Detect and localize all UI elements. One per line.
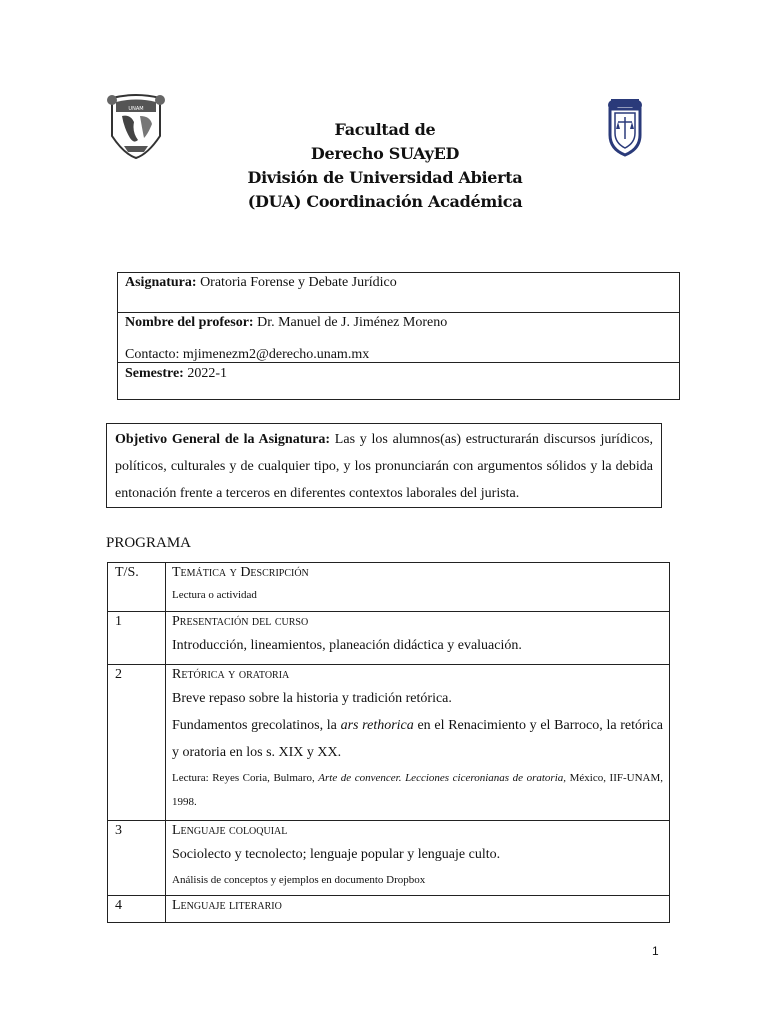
header-tematica-title: Temática y Descripción <box>172 565 309 580</box>
row-2-text2: Fundamentos grecolatinos, la ars rethorica en el Renacimiento y el Barroco, la retórica y oratoria en los s. XIX y XX. <box>172 718 663 760</box>
objetivo-box <box>106 423 662 508</box>
row-3-desc <box>166 821 670 896</box>
row-2-lectura: Lectura: Reyes Coria, Bulmaro, Arte de convencer. Lecciones ciceronianas de oratoria, México, IIF-UNAM, 1998. <box>172 772 663 808</box>
derecho-shield-logo <box>605 97 645 157</box>
document-title <box>160 118 610 214</box>
row-2-num: 2 <box>108 665 166 821</box>
row-4-desc <box>166 896 670 923</box>
programa-heading: PROGRAMA <box>106 535 192 551</box>
header-tematica <box>166 563 670 612</box>
svg-text:UNAM: UNAM <box>128 106 144 112</box>
table-row <box>108 821 670 896</box>
header-ts: T/S. <box>108 563 166 612</box>
programa-table <box>107 562 670 923</box>
table-row <box>108 612 670 665</box>
table-row <box>108 896 670 923</box>
row-1-title: Presentación del curso <box>172 614 309 629</box>
row-2-title: Retórica y oratoria <box>172 667 290 682</box>
row-3-note: Análisis de conceptos y ejemplos en documento Dropbox <box>172 874 426 886</box>
profesor-row <box>118 313 679 363</box>
contacto-line: Contacto: mjimenezm2@derecho.unam.mx <box>125 347 370 362</box>
asignatura-row <box>118 273 679 313</box>
asignatura-value: Oratoria Forense y Debate Jurídico <box>200 275 397 290</box>
unam-logo <box>104 92 168 160</box>
objetivo-label: Objetivo General de la Asignatura: <box>115 432 331 447</box>
title-line-2: Derecho SUAyED <box>310 144 460 163</box>
title-line-3: División de Universidad Abierta <box>247 168 523 187</box>
row-2-desc <box>166 665 670 821</box>
row-1-num: 1 <box>108 612 166 665</box>
row-2-text1: Breve repaso sobre la historia y tradición retórica. <box>172 691 452 706</box>
header-tematica-sub: Lectura o actividad <box>172 589 257 601</box>
row-4-title: Lenguaje literario <box>172 898 282 913</box>
title-line-1: Facultad de <box>334 120 436 139</box>
row-1-desc <box>166 612 670 665</box>
course-info-box <box>117 272 680 400</box>
semestre-row <box>118 363 679 400</box>
profesor-label: Nombre del profesor: <box>125 315 254 330</box>
row-4-num: 4 <box>108 896 166 923</box>
table-row <box>108 665 670 821</box>
title-line-4: (DUA) Coordinación Académica <box>247 192 523 211</box>
objetivo-text: Las y los alumnos(as) estructurarán discursos jurídicos, políticos, culturales y de cualquier tipo, y los pronunciarán con argumentos sólidos y la debida entonación frente a terceros en diferentes contextos laborales del jurista. <box>115 432 654 501</box>
row-3-num: 3 <box>108 821 166 896</box>
row-1-text: Introducción, lineamientos, planeación didáctica y evaluación. <box>172 638 522 653</box>
profesor-value: Dr. Manuel de J. Jiménez Moreno <box>257 315 448 330</box>
semestre-value: 2022-1 <box>187 366 227 381</box>
row-3-title: Lenguaje coloquial <box>172 823 288 838</box>
table-header-row <box>108 563 670 612</box>
asignatura-label: Asignatura: <box>125 275 197 290</box>
page-number: 1 <box>652 944 659 958</box>
row-3-text: Sociolecto y tecnolecto; lenguaje popular y lenguaje culto. <box>172 847 501 862</box>
semestre-label: Semestre: <box>125 366 184 381</box>
